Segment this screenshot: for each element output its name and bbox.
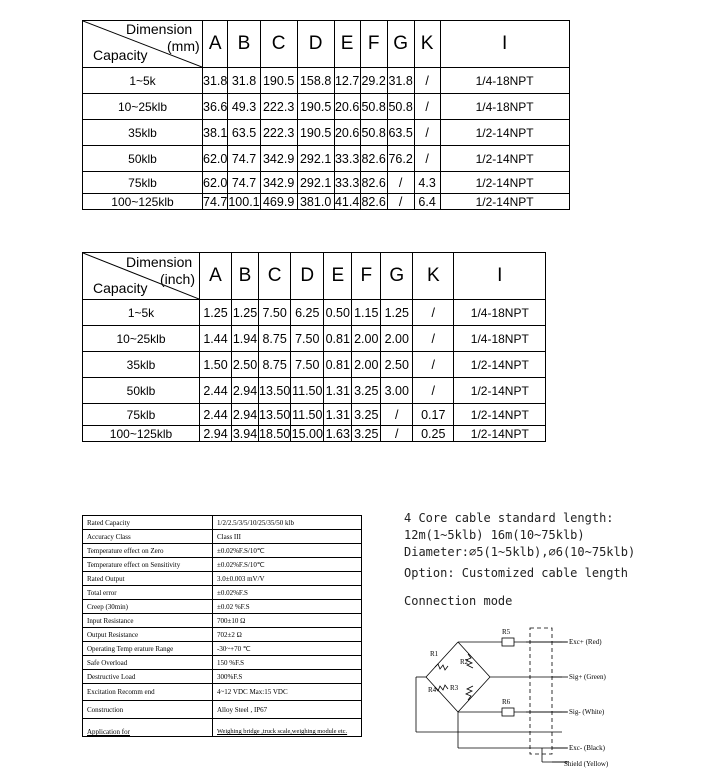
column-header: K <box>414 21 440 68</box>
spec-value: ±0.02%F.S/10℃ <box>213 544 362 558</box>
value-cell: 0.50 <box>324 300 352 326</box>
spec-row <box>83 516 362 530</box>
column-header: I <box>454 253 546 300</box>
value-cell: 3.25 <box>352 378 381 404</box>
spec-label: Accuracy Class <box>83 530 213 544</box>
capacity-cell: 100~125klb <box>83 426 200 442</box>
value-cell: / <box>414 146 440 172</box>
value-cell: 1.44 <box>200 326 232 352</box>
column-header: A <box>200 253 232 300</box>
spec-row <box>83 670 362 684</box>
spec-label: Safe Overload <box>83 656 213 670</box>
value-cell: 0.17 <box>413 404 454 426</box>
spec-row <box>83 719 362 737</box>
value-cell: 0.81 <box>324 326 352 352</box>
column-header: G <box>387 21 414 68</box>
table-header-row <box>83 253 546 300</box>
column-header: D <box>297 21 334 68</box>
spec-label: Creep (30min) <box>83 600 213 614</box>
capacity-cell: 1~5k <box>83 300 200 326</box>
spec-value: ±0.02%F.S/10℃ <box>213 558 362 572</box>
value-cell: 38.1 <box>203 120 228 146</box>
value-cell: 3.94 <box>232 426 258 441</box>
value-cell: 190.5 <box>297 94 334 120</box>
value-cell: 20.6 <box>334 120 360 146</box>
spec-value: 1/2/2.5/3/5/10/25/35/50 klb <box>213 516 362 530</box>
column-header: I <box>440 21 569 68</box>
value-cell: / <box>413 378 454 404</box>
table-header-row <box>83 21 570 68</box>
spec-row <box>83 530 362 544</box>
value-cell: 18.50 <box>259 426 291 441</box>
resistor-r1 <box>435 664 448 670</box>
value-cell: / <box>387 194 414 210</box>
spec-value: 700±10 Ω <box>213 614 362 628</box>
spec-label: Destructive Load <box>83 670 213 684</box>
value-cell: 50.8 <box>360 94 387 120</box>
spec-value: 702±2 Ω <box>213 628 362 642</box>
capacity-cell: 75klb <box>83 172 203 194</box>
spec-row <box>83 642 362 656</box>
spec-value: Class III <box>213 530 362 544</box>
table-row <box>83 194 570 210</box>
value-cell: 1.31 <box>324 404 352 426</box>
value-cell: 381.0 <box>297 194 334 210</box>
spec-row <box>83 656 362 670</box>
value-cell: 76.2 <box>387 146 414 172</box>
spec-row <box>83 586 362 600</box>
value-cell: 2.44 <box>200 404 232 426</box>
header-dimension-label: Dimension <box>126 254 193 270</box>
value-cell: 1/4-18NPT <box>440 68 569 94</box>
value-cell: 6.4 <box>414 194 440 210</box>
value-cell: 49.3 <box>228 94 260 120</box>
spec-label: Construction <box>83 701 213 719</box>
spec-label: Application for <box>83 719 213 737</box>
value-cell: 292.1 <box>297 146 334 172</box>
value-cell: / <box>414 120 440 146</box>
value-cell: 7.50 <box>291 326 324 352</box>
value-cell: / <box>381 404 413 426</box>
capacity-cell: 75klb <box>83 404 200 426</box>
value-cell: 3.00 <box>381 378 413 404</box>
value-cell: 63.5 <box>387 120 414 146</box>
header-corner-cell <box>83 21 203 68</box>
cable-option: Option: Customized cable length <box>404 566 628 580</box>
value-cell: 36.6 <box>203 94 228 120</box>
resistor-label: R5 <box>502 628 511 636</box>
value-cell: 12.7 <box>334 68 360 94</box>
resistor-label: R2 <box>460 658 469 666</box>
value-cell: 11.50 <box>291 378 324 404</box>
capacity-cell: 35klb <box>83 120 203 146</box>
value-cell: 2.00 <box>381 326 413 352</box>
value-cell: / <box>387 172 414 194</box>
spec-row <box>83 544 362 558</box>
header-unit-label: (mm) <box>167 38 200 54</box>
value-cell: 1.25 <box>200 300 232 326</box>
value-cell: 3.25 <box>352 426 381 442</box>
value-cell: 1.94 <box>232 326 259 352</box>
value-cell: 1.63 <box>325 426 350 441</box>
spec-label: Excitation Recomm end <box>83 684 213 701</box>
value-cell: 1.15 <box>352 300 381 326</box>
table-row <box>83 326 546 352</box>
value-cell: 13.50 <box>259 378 291 404</box>
value-cell: 190.5 <box>260 68 297 94</box>
value-cell: 31.8 <box>203 68 228 94</box>
spec-row <box>83 614 362 628</box>
column-header: E <box>324 253 352 300</box>
dimension-table-inch <box>82 252 546 442</box>
capacity-cell: 35klb <box>83 352 200 378</box>
column-header: B <box>232 253 259 300</box>
value-cell: / <box>413 326 454 352</box>
resistor-label: R4 <box>428 686 437 694</box>
wire-label: Exc+ (Red) <box>569 638 602 646</box>
spec-label: Input Resistance <box>83 614 213 628</box>
header-corner-cell <box>83 253 200 300</box>
value-cell: 8.75 <box>259 326 291 352</box>
spec-row <box>83 701 362 719</box>
value-cell: 82.6 <box>361 194 386 209</box>
cable-length-heading: 4 Core cable standard length: <box>404 511 614 525</box>
wiring-diagram <box>402 620 662 770</box>
table-row <box>83 352 546 378</box>
value-cell: 15.00 <box>291 426 323 441</box>
value-cell: 74.7 <box>228 146 260 172</box>
column-header: F <box>352 253 381 300</box>
resistor-r4 <box>466 686 473 700</box>
value-cell: 74.7 <box>228 172 260 194</box>
value-cell: 74.7 <box>203 194 228 209</box>
spec-label: Rated Capacity <box>83 516 213 530</box>
resistor-r3 <box>435 685 448 691</box>
column-header: K <box>413 253 454 300</box>
column-header: C <box>260 21 297 68</box>
wire-label: Exc- (Black) <box>569 744 605 752</box>
value-cell: 100.1 <box>228 194 260 209</box>
value-cell: 33.3 <box>334 172 360 194</box>
value-cell: 222.3 <box>260 94 297 120</box>
capacity-cell: 10~25klb <box>83 94 203 120</box>
spec-value: 150 %F.S <box>213 656 362 670</box>
wire-label: Shield (Yellow) <box>564 760 609 768</box>
spec-label: Output Resistance <box>83 628 213 642</box>
resistor-r6 <box>502 708 514 716</box>
column-header: D <box>291 253 324 300</box>
spec-value: 4~12 VDC Max:15 VDC <box>213 684 362 701</box>
value-cell: 292.1 <box>297 172 334 194</box>
column-header: G <box>381 253 413 300</box>
value-cell: 31.8 <box>387 68 414 94</box>
value-cell: 20.6 <box>334 94 360 120</box>
specification-table <box>82 515 362 737</box>
value-cell: 41.4 <box>334 194 360 209</box>
value-cell: 63.5 <box>228 120 260 146</box>
wire-label: Sig+ (Green) <box>569 673 606 681</box>
value-cell: / <box>381 426 413 442</box>
column-header: A <box>203 21 228 68</box>
value-cell: 0.25 <box>413 426 454 442</box>
value-cell: 7.50 <box>259 300 291 326</box>
spec-row <box>83 572 362 586</box>
table-row <box>83 378 546 404</box>
table-row <box>83 300 546 326</box>
value-cell: 82.6 <box>360 172 387 194</box>
value-cell: 1/2-14NPT <box>454 404 546 426</box>
value-cell: 62.0 <box>203 146 228 172</box>
value-cell: 50.8 <box>360 120 387 146</box>
spec-label: Temperature effect on Sensitivity <box>83 558 213 572</box>
cable-shield-box <box>530 628 552 754</box>
value-cell: 222.3 <box>260 120 297 146</box>
header-capacity-label: Capacity <box>93 280 148 296</box>
value-cell: 1.31 <box>324 378 352 404</box>
table-row <box>83 146 570 172</box>
connection-mode-title: Connection mode <box>404 594 513 608</box>
value-cell: 6.25 <box>291 300 324 326</box>
value-cell: 0.81 <box>324 352 352 378</box>
spec-value: ±0.02%F.S <box>213 586 362 600</box>
value-cell: 2.44 <box>200 378 232 404</box>
table-row <box>83 426 546 442</box>
value-cell: 190.5 <box>297 120 334 146</box>
value-cell: 2.94 <box>232 404 259 426</box>
column-header: C <box>259 253 291 300</box>
value-cell: 1/4-18NPT <box>454 300 546 326</box>
spec-row <box>83 684 362 701</box>
value-cell: 62.0 <box>203 172 228 194</box>
value-cell: 1.25 <box>381 300 413 326</box>
spec-label: Rated Output <box>83 572 213 586</box>
value-cell: 31.8 <box>228 68 260 94</box>
value-cell: 7.50 <box>291 352 324 378</box>
spec-value: -30~+70 ℃ <box>213 642 362 656</box>
value-cell: / <box>414 94 440 120</box>
value-cell: 2.00 <box>352 352 381 378</box>
value-cell: 469.9 <box>260 194 297 210</box>
value-cell: 342.9 <box>260 146 297 172</box>
spec-value: 300%F.S <box>213 670 362 684</box>
value-cell: 2.50 <box>232 352 259 378</box>
cable-length-values: 12m(1~5klb) 16m(10~75klb) <box>404 528 585 542</box>
value-cell: 8.75 <box>259 352 291 378</box>
bridge-wires <box>416 642 568 762</box>
capacity-cell: 10~25klb <box>83 326 200 352</box>
cable-diameter: Diameter:⌀5(1~5klb),⌀6(10~75klb) <box>404 545 636 559</box>
header-capacity-label: Capacity <box>93 47 148 63</box>
capacity-cell: 100~125klb <box>83 194 203 210</box>
table-row <box>83 94 570 120</box>
value-cell: 158.8 <box>297 68 334 94</box>
capacity-cell: 50klb <box>83 146 203 172</box>
value-cell: 1/2-14NPT <box>454 378 546 404</box>
dimension-table-mm <box>82 20 570 210</box>
resistor-label: R6 <box>502 698 511 706</box>
value-cell: 1/2-14NPT <box>454 352 546 378</box>
value-cell: 1/4-18NPT <box>454 326 546 352</box>
spec-label: Operating Temp erature Range <box>83 642 213 656</box>
value-cell: 1/4-18NPT <box>440 94 569 120</box>
value-cell: 29.2 <box>360 68 387 94</box>
column-header: B <box>228 21 260 68</box>
wire-label: Sig- (White) <box>569 708 605 716</box>
value-cell: 1/2-14NPT <box>454 426 546 442</box>
value-cell: / <box>414 68 440 94</box>
value-cell: 1/2-14NPT <box>440 146 569 172</box>
spec-row <box>83 558 362 572</box>
value-cell: 1.50 <box>200 352 232 378</box>
value-cell: 50.8 <box>387 94 414 120</box>
value-cell: 13.50 <box>259 404 291 426</box>
value-cell: 4.3 <box>414 172 440 194</box>
table-row <box>83 68 570 94</box>
value-cell: 2.50 <box>381 352 413 378</box>
spec-row <box>83 600 362 614</box>
resistor-label: R1 <box>430 650 439 658</box>
spec-label: Temperature effect on Zero <box>83 544 213 558</box>
table-row <box>83 172 570 194</box>
spec-value: Weighing bridge ,truck scale,weighing module etc. <box>213 719 362 737</box>
resistor-label: R3 <box>450 684 459 692</box>
value-cell: 2.94 <box>232 378 259 404</box>
value-cell: 1.25 <box>232 300 259 326</box>
header-dimension-label: Dimension <box>126 21 193 37</box>
value-cell: 1/2-14NPT <box>440 194 569 210</box>
value-cell: 2.94 <box>200 426 232 442</box>
value-cell: / <box>413 352 454 378</box>
spec-label: Total error <box>83 586 213 600</box>
resistor-r5 <box>502 638 514 646</box>
value-cell: 82.6 <box>360 146 387 172</box>
spec-value: 3.0±0.003 mV/V <box>213 572 362 586</box>
table-row <box>83 404 546 426</box>
value-cell: 1/2-14NPT <box>440 172 569 194</box>
column-header: E <box>334 21 360 68</box>
value-cell: 2.00 <box>352 326 381 352</box>
value-cell: 3.25 <box>352 404 381 426</box>
table-row <box>83 120 570 146</box>
header-unit-label: (inch) <box>160 271 196 287</box>
value-cell: 33.3 <box>334 146 360 172</box>
value-cell: / <box>413 300 454 326</box>
value-cell: 1/2-14NPT <box>440 120 569 146</box>
spec-value: ±0.02 %F.S <box>213 600 362 614</box>
capacity-cell: 50klb <box>83 378 200 404</box>
value-cell: 11.50 <box>291 404 324 426</box>
spec-value: Alloy Steel , IP67 <box>213 701 362 719</box>
value-cell: 342.9 <box>260 172 297 194</box>
capacity-cell: 1~5k <box>83 68 203 94</box>
spec-row <box>83 628 362 642</box>
column-header: F <box>360 21 387 68</box>
